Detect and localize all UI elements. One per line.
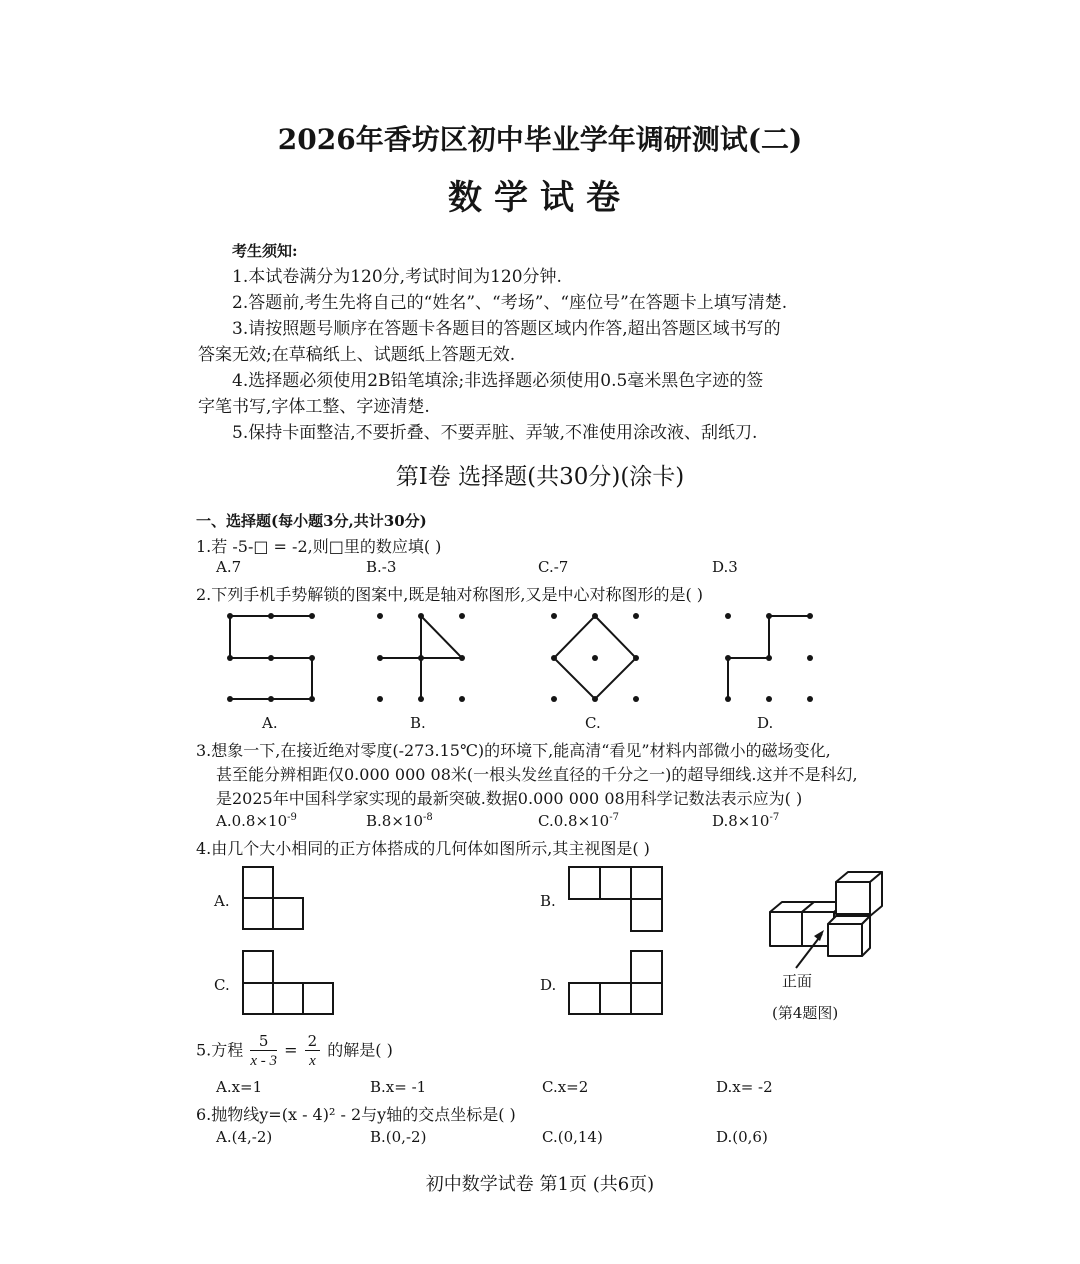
q4-view-c	[242, 950, 336, 1016]
q5-option-b: B.x= -1	[370, 1078, 427, 1096]
section-title: 第Ⅰ卷 选择题(共30分)(涂卡)	[395, 464, 685, 490]
q4-view-a	[242, 866, 306, 930]
page-footer: 初中数学试卷 第1页 (共6页)	[425, 1174, 655, 1195]
q4-view-b	[568, 866, 664, 932]
unlock-pattern-a	[220, 606, 330, 706]
notice-line-6: 字笔书写,字体工整、字迹清楚.	[198, 397, 430, 417]
q5-equation: 5.方程 $\frac{5}{x - 3}$ = $\frac{2}{x}$ 的解是( )	[196, 1032, 393, 1069]
notice-line-1: 1.本试卷满分为120分,考试时间为120分钟.	[232, 267, 562, 287]
q4-stem: 4.由几个大小相同的正方体搭成的几何体如图所示,其主视图是( )	[196, 839, 650, 858]
notice-heading: 考生须知:	[232, 242, 298, 260]
q2-label-b: B.	[410, 714, 426, 732]
q5-option-a: A.x=1	[216, 1078, 263, 1096]
unlock-pattern-b	[370, 606, 480, 706]
q6-option-b: B.(0,-2)	[370, 1128, 427, 1146]
q5-fraction-2: $\frac{2}{x}$	[305, 1032, 321, 1070]
q4-view-d	[568, 950, 664, 1016]
q2-label-a: A.	[262, 714, 278, 732]
notice-line-5: 4.选择题必须使用2B铅笔填涂;非选择题必须使用0.5毫米黑色字迹的签	[232, 371, 764, 391]
q3-line-2: 甚至能分辨相距仅0.000 000 08米(一根头发丝直径的千分之一)的超导细线.这并不是科幻,	[216, 765, 858, 784]
q6-option-d: D.(0,6)	[716, 1128, 768, 1146]
q5-option-d: D.x= -2	[716, 1078, 773, 1096]
q2-label-c: C.	[585, 714, 601, 732]
q3-option-b: $B.8\times 10^{-8}$	[366, 812, 433, 830]
q1-option-c: C.-7	[538, 558, 569, 576]
exam-subtitle: 数学试卷	[448, 178, 632, 218]
q6-option-c: C.(0,14)	[542, 1128, 603, 1146]
q5-fraction-1: $\frac{5}{x - 3}$	[250, 1032, 278, 1069]
part-heading: 一、选择题(每小题3分,共计30分)	[196, 512, 427, 530]
q3-option-d: $D.8\times 10^{-7}$	[712, 812, 780, 830]
q1-stem: 1.若 -5-□ = -2,则□里的数应填( )	[196, 537, 442, 556]
q4-front-label: 正面	[782, 972, 813, 990]
q4-label-c: C.	[214, 976, 230, 994]
q1-option-b: B.-3	[366, 558, 397, 576]
q6-stem: 6.抛物线y=(x - 4)² - 2与y轴的交点坐标是( )	[196, 1105, 516, 1124]
notice-line-3: 3.请按照题号顺序在答题卡各题目的答题区域内作答,超出答题区域书写的	[232, 319, 781, 339]
notice-line-7: 5.保持卡面整洁,不要折叠、不要弄脏、弄皱,不准使用涂改液、刮纸刀.	[232, 423, 758, 443]
q2-stem: 2.下列手机手势解锁的图案中,既是轴对称图形,又是中心对称图形的是( )	[196, 585, 704, 604]
q3-line-1: 3.想象一下,在接近绝对零度(-273.15℃)的环境下,能高清“看见”材料内部微小的磁场变化,	[196, 741, 831, 760]
q1-option-a: A.7	[216, 558, 242, 576]
q1-option-d: D.3	[712, 558, 738, 576]
q3-option-c: $C.0.8\times 10^{-7}$	[538, 812, 619, 830]
q4-3d-figure	[766, 866, 886, 976]
q6-option-a: A.(4,-2)	[216, 1128, 273, 1146]
q4-label-a: A.	[214, 892, 230, 910]
unlock-pattern-d	[718, 606, 828, 706]
q4-caption: (第4题图)	[772, 1004, 839, 1022]
q5-option-c: C.x=2	[542, 1078, 589, 1096]
q4-label-d: D.	[540, 976, 557, 994]
q4-label-b: B.	[540, 892, 556, 910]
notice-line-2: 2.答题前,考生先将自己的“姓名”、“考场”、“座位号”在答题卡上填写清楚.	[232, 293, 788, 313]
q3-option-a: $A.0.8\times 10^{-9}$	[216, 812, 297, 830]
q2-label-d: D.	[757, 714, 774, 732]
unlock-pattern-c	[544, 606, 654, 706]
q3-line-3: 是2025年中国科学家实现的最新突破.数据0.000 000 08用科学记数法表示应为( )	[216, 789, 803, 808]
exam-title: 2026年香坊区初中毕业学年调研测试(二)	[277, 123, 803, 156]
notice-line-4: 答案无效;在草稿纸上、试题纸上答题无效.	[198, 345, 516, 365]
